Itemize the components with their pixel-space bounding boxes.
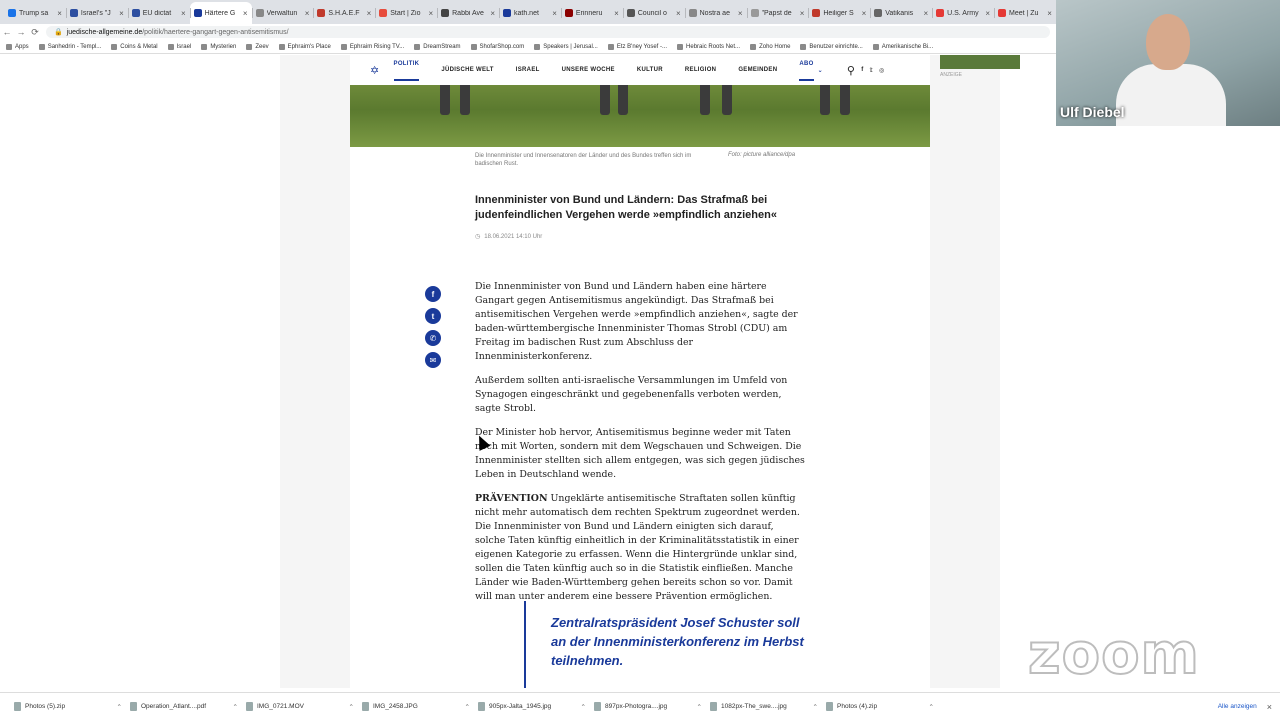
download-filename: 905px-Jalta_1945.jpg xyxy=(489,703,552,710)
paragraph: Der Minister hob hervor, Antisemitismus beginne weder mit Taten noch mit Worten, sondern mit dem Wegschauen und Schweigen. Die Innenminister stellten sich allem entgegen, was sich gegen jüdisches Leben in Deutschland wende. xyxy=(475,427,805,480)
bookmark-item[interactable] xyxy=(341,44,404,50)
favicon-icon xyxy=(317,9,325,17)
bookmark-icon xyxy=(168,44,174,50)
favicon-icon xyxy=(379,9,387,17)
whatsapp-share-icon[interactable]: ✆ xyxy=(425,330,441,346)
bookmark-label: Speakers | Jerusal... xyxy=(543,43,598,50)
download-item[interactable] xyxy=(14,702,130,711)
bookmark-icon xyxy=(341,44,347,50)
file-icon xyxy=(130,702,137,711)
tab-title: Verwaltun xyxy=(266,9,298,17)
participant-head xyxy=(1146,14,1190,70)
tab-title: Erinneru xyxy=(575,9,603,17)
favicon-icon xyxy=(998,9,1006,17)
close-icon[interactable]: × xyxy=(675,8,681,18)
instagram-icon[interactable]: ◎ xyxy=(878,67,885,74)
favicon-icon xyxy=(256,9,264,17)
favicon-icon xyxy=(751,9,759,17)
back-icon[interactable]: ← xyxy=(2,27,12,37)
bookmark-label: Ephraim Rising TV... xyxy=(349,43,405,50)
paragraph xyxy=(475,492,805,604)
close-icon[interactable]: × xyxy=(861,8,867,18)
close-icon[interactable]: × xyxy=(552,8,557,18)
hero-image xyxy=(350,85,930,147)
favicon-icon xyxy=(441,9,449,17)
tab-title: Start | Zio xyxy=(390,9,421,17)
nav-item-kultur[interactable]: KULTUR xyxy=(636,67,663,73)
browser-tab[interactable] xyxy=(994,2,1056,24)
article-body xyxy=(475,280,805,614)
article-date xyxy=(475,233,542,240)
ad-banner[interactable] xyxy=(940,55,1020,69)
search-icon[interactable]: ⚲ xyxy=(846,64,856,77)
browser-tab[interactable] xyxy=(870,2,932,24)
bookmark-label: Amerikanische Bi... xyxy=(881,43,934,50)
bookmark-item[interactable] xyxy=(414,44,460,50)
bookmark-label: Mysterien xyxy=(210,43,237,50)
chevron-up-icon[interactable]: ⌃ xyxy=(812,703,818,711)
close-icon[interactable]: × xyxy=(180,8,186,18)
download-filename: IMG_2458.JPG xyxy=(373,703,418,710)
bookmark-label: Benutzer einrichte... xyxy=(809,43,863,50)
browser-tab[interactable] xyxy=(808,2,870,24)
browser-tab[interactable] xyxy=(66,2,128,24)
favicon-icon xyxy=(689,9,697,17)
browser-tab[interactable] xyxy=(128,2,190,24)
forward-icon[interactable]: → xyxy=(16,27,26,37)
webpage xyxy=(0,55,1280,688)
file-icon xyxy=(478,702,485,711)
tab-title: EU dictat xyxy=(142,9,172,17)
tab-title: Israel's "J xyxy=(80,9,111,17)
bookmark-icon xyxy=(873,44,879,50)
download-filename: IMG_0721.MOV xyxy=(257,703,304,710)
nav-item-israel[interactable]: ISRAEL xyxy=(515,67,540,73)
tab-title: Council o xyxy=(637,9,667,17)
favicon-icon xyxy=(565,9,573,17)
bookmark-label: Zoho Home xyxy=(759,43,791,50)
download-filename: 1082px-The_swe....jpg xyxy=(721,703,787,710)
bookmark-item[interactable] xyxy=(246,44,268,50)
bookmark-icon xyxy=(111,44,117,50)
zoom-logo: zoom xyxy=(1028,622,1200,687)
download-item[interactable] xyxy=(362,702,478,711)
close-icon[interactable]: × xyxy=(57,8,62,18)
tab-title: Meet | Zu xyxy=(1009,9,1039,17)
image-caption: Die Innenminister und Innensenatoren der Länder und des Bundes treffen sich im badischen Rust. xyxy=(475,153,692,167)
file-icon xyxy=(14,702,21,711)
close-icon[interactable]: × xyxy=(490,8,495,18)
chevron-up-icon[interactable]: ⌃ xyxy=(928,703,934,711)
bookmark-label: DreamStream xyxy=(423,43,461,50)
nav-item-politik[interactable]: POLITIK xyxy=(394,61,420,79)
close-icon[interactable]: × xyxy=(985,8,990,18)
download-shelf xyxy=(0,692,1280,720)
bookmark-item[interactable] xyxy=(534,44,598,50)
download-item[interactable] xyxy=(130,702,246,711)
bookmark-label: Hebraic Roots Net... xyxy=(686,43,741,50)
twitter-icon[interactable]: 𝕥 xyxy=(869,67,873,74)
favicon-icon xyxy=(70,9,78,17)
tab-title: Härtere G xyxy=(204,9,236,17)
close-icon[interactable]: × xyxy=(1266,701,1272,712)
tab-title: Vatikanis xyxy=(885,9,914,17)
date-text: 18.06.2021 14:10 Uhr xyxy=(484,233,543,240)
close-icon[interactable]: × xyxy=(304,8,310,18)
bookmark-label: Israel xyxy=(176,43,192,50)
favicon-icon xyxy=(936,9,944,17)
bookmark-icon xyxy=(750,44,756,50)
address-bar xyxy=(0,24,1056,40)
browser-tab[interactable] xyxy=(561,2,623,24)
bookmark-item[interactable] xyxy=(608,44,667,50)
pull-quote: Zentralratspräsident Josef Schuster soll an der Innenministerkonferenz im Herbst teilnehmen. xyxy=(524,601,804,688)
bookmark-item[interactable] xyxy=(39,44,102,50)
close-icon[interactable]: × xyxy=(1047,8,1052,18)
paragraph: Außerdem sollten anti-israelische Versammlungen im Umfeld von Synagogen eingeschränkt und gegebenenfalls verboten werden, sagte Strobl. xyxy=(475,375,788,414)
bookmark-label: ShofarShop.com xyxy=(479,43,525,50)
bookmark-label: Sanhedrin - Templ... xyxy=(47,43,102,50)
bookmark-label: Coins & Metal xyxy=(120,43,158,50)
paragraph-text: Ungeklärte antisemitische Straftaten sollen künftig nicht mehr automatisch dem rechten Spektrum zugeordnet werden. Die Innenminister von Bund und Ländern einigten sich darauf, solche Taten künftig einheitlich in der Kriminalitätsstatistik in einer eigenen Kategorie zu erfassen. Wenn die Hintergründe unklar sind, sollen die Taten künftig auch so in die Statistik einfließen. Manche Länder wie Baden-Württemberg gehen bereits schon so vor. Damit will man unter anderem eine bessere Prävention ermöglichen. xyxy=(475,493,800,602)
bookmark-item[interactable] xyxy=(201,44,236,50)
chevron-up-icon[interactable]: ⌃ xyxy=(232,703,238,711)
bookmark-icon xyxy=(534,44,540,50)
paragraph: Die Innenminister von Bund und Ländern haben eine härtere Gangart gegen Antisemitismus angekündigt. Das Strafmaß bei antisemitischen Vergehen werde »empfindlich anziehen«, sagte der baden-württembergische Innenminister Thomas Strobl (CDU) am Freitag im badischen Rust zum Abschluss der Innenministerkonferenz. xyxy=(475,281,798,362)
bookmark-item[interactable] xyxy=(677,44,740,50)
close-icon[interactable]: × xyxy=(737,8,743,18)
tab-title: kath.net xyxy=(514,9,539,17)
bookmark-item[interactable] xyxy=(750,44,790,50)
facebook-share-icon[interactable]: f xyxy=(425,286,441,302)
article-subheading: Innenminister von Bund und Ländern: Das Strafmaß bei judenfeindlichen Vergehen werde »empfindlich anziehen« xyxy=(475,194,777,221)
nav-item-religion[interactable]: RELIGION xyxy=(684,67,717,73)
star-of-david-icon[interactable]: ✡ xyxy=(370,64,380,77)
download-filename: 897px-Photogra....jpg xyxy=(605,703,668,710)
chevron-down-icon[interactable]: ⌄ xyxy=(817,67,823,74)
nav-item-juedische-welt[interactable]: JÜDISCHE WELT xyxy=(441,67,494,73)
browser-tab[interactable] xyxy=(932,2,994,24)
chevron-up-icon[interactable]: ⌃ xyxy=(464,703,470,711)
browser-tab[interactable] xyxy=(313,2,375,24)
bookmark-label: Apps xyxy=(15,43,29,50)
lock-icon: 🔒 xyxy=(54,29,63,36)
close-icon[interactable]: × xyxy=(614,8,619,18)
favicon-icon xyxy=(503,9,511,17)
bookmark-icon xyxy=(246,44,252,50)
bookmark-icon xyxy=(279,44,285,50)
chevron-up-icon[interactable]: ⌃ xyxy=(580,703,586,711)
download-item[interactable] xyxy=(710,702,826,711)
favicon-icon xyxy=(627,9,635,17)
bookmark-icon xyxy=(414,44,420,50)
close-icon[interactable]: × xyxy=(242,8,248,18)
twitter-share-icon[interactable]: t xyxy=(425,308,441,324)
close-icon[interactable]: × xyxy=(799,8,805,18)
bookmark-icon xyxy=(201,44,207,50)
close-icon[interactable]: × xyxy=(119,8,124,18)
file-icon xyxy=(710,702,717,711)
bookmark-icon xyxy=(608,44,614,50)
video-feed[interactable] xyxy=(1056,0,1280,126)
bookmark-icon xyxy=(677,44,683,50)
site-navigation xyxy=(350,55,930,85)
show-all-downloads-link[interactable]: Alle anzeigen xyxy=(1217,703,1257,710)
clock-icon: ◷ xyxy=(475,234,481,240)
bookmark-item[interactable] xyxy=(279,44,331,50)
tab-title: Heiliger S xyxy=(823,9,854,17)
bookmark-item[interactable] xyxy=(168,44,192,50)
bookmark-icon xyxy=(39,44,45,50)
file-icon xyxy=(362,702,369,711)
bookmark-icon xyxy=(6,44,12,50)
favicon-icon xyxy=(874,9,882,17)
chevron-up-icon[interactable]: ⌃ xyxy=(696,703,702,711)
participant-name: Ulf Diebel xyxy=(1060,104,1125,120)
nav-item-gemeinden[interactable]: GEMEINDEN xyxy=(738,67,778,73)
tab-title: Trump sa xyxy=(19,9,49,17)
tab-strip xyxy=(0,0,1056,24)
bookmarks-bar xyxy=(0,40,1056,54)
download-filename: Photos (5).zip xyxy=(25,703,66,710)
bookmark-icon xyxy=(800,44,806,50)
reload-icon[interactable]: ⟳ xyxy=(31,26,39,37)
browser-tab[interactable] xyxy=(499,2,561,24)
file-icon xyxy=(826,702,833,711)
tab-title: "Papst de xyxy=(761,9,792,17)
browser-tab[interactable] xyxy=(437,2,499,24)
nav-item-abo[interactable]: ABO xyxy=(799,61,813,79)
favicon-icon xyxy=(194,9,202,17)
browser-tab[interactable] xyxy=(190,2,252,24)
download-item[interactable] xyxy=(478,702,594,711)
bookmark-label: Zeev xyxy=(255,43,269,50)
favicon-icon xyxy=(8,9,16,17)
tab-title: U.S. Army xyxy=(947,9,979,17)
chevron-up-icon[interactable]: ⌃ xyxy=(348,703,354,711)
tab-title: Nostra ae xyxy=(699,9,730,17)
close-icon[interactable]: × xyxy=(428,8,434,18)
url-domain: juedische-allgemeine.de xyxy=(66,28,143,36)
browser-tab[interactable] xyxy=(623,2,685,24)
image-credit: Foto: picture alliance/dpa xyxy=(728,152,796,158)
file-icon xyxy=(246,702,253,711)
favicon-icon xyxy=(812,9,820,17)
favicon-icon xyxy=(132,9,140,17)
nav-item-unsere-woche[interactable]: UNSERE WOCHE xyxy=(561,67,615,73)
browser-tab[interactable] xyxy=(4,2,66,24)
bookmark-item[interactable] xyxy=(6,44,29,50)
bookmark-item[interactable] xyxy=(111,44,157,50)
download-filename: Operation_Atlant....pdf xyxy=(141,703,207,710)
browser-tab[interactable] xyxy=(685,2,747,24)
email-share-icon[interactable]: ✉ xyxy=(425,352,441,368)
download-item[interactable] xyxy=(594,702,710,711)
section-lead: PRÄVENTION xyxy=(475,493,548,504)
close-icon[interactable]: × xyxy=(923,8,929,18)
bookmark-label: Etz B'ney Yosef -... xyxy=(616,43,668,50)
browser-tab[interactable] xyxy=(747,2,809,24)
ad-label: ANZEIGE xyxy=(940,72,962,78)
bookmark-item[interactable] xyxy=(471,44,525,50)
download-item[interactable] xyxy=(246,702,362,711)
browser-tab[interactable] xyxy=(375,2,437,24)
tab-title: S.H.A.E.F xyxy=(328,9,360,17)
url-field[interactable] xyxy=(46,26,1050,38)
browser-tab[interactable] xyxy=(252,2,314,24)
url-path: /politik/haertere-gangart-gegen-antisemitismus/ xyxy=(142,28,289,36)
facebook-icon[interactable]: f xyxy=(861,67,864,73)
bookmark-icon xyxy=(471,44,477,50)
chevron-up-icon[interactable]: ⌃ xyxy=(116,703,122,711)
download-item[interactable] xyxy=(826,702,942,711)
download-filename: Photos (4).zip xyxy=(837,703,878,710)
bookmark-item[interactable] xyxy=(873,44,933,50)
close-icon[interactable]: × xyxy=(366,8,372,18)
bookmark-label: Ephraim's Place xyxy=(287,43,331,50)
tab-title: Rabbi Ave xyxy=(452,9,484,17)
file-icon xyxy=(594,702,601,711)
participant-body xyxy=(1116,64,1226,126)
nav-tools xyxy=(847,64,885,77)
bookmark-item[interactable] xyxy=(800,44,862,50)
